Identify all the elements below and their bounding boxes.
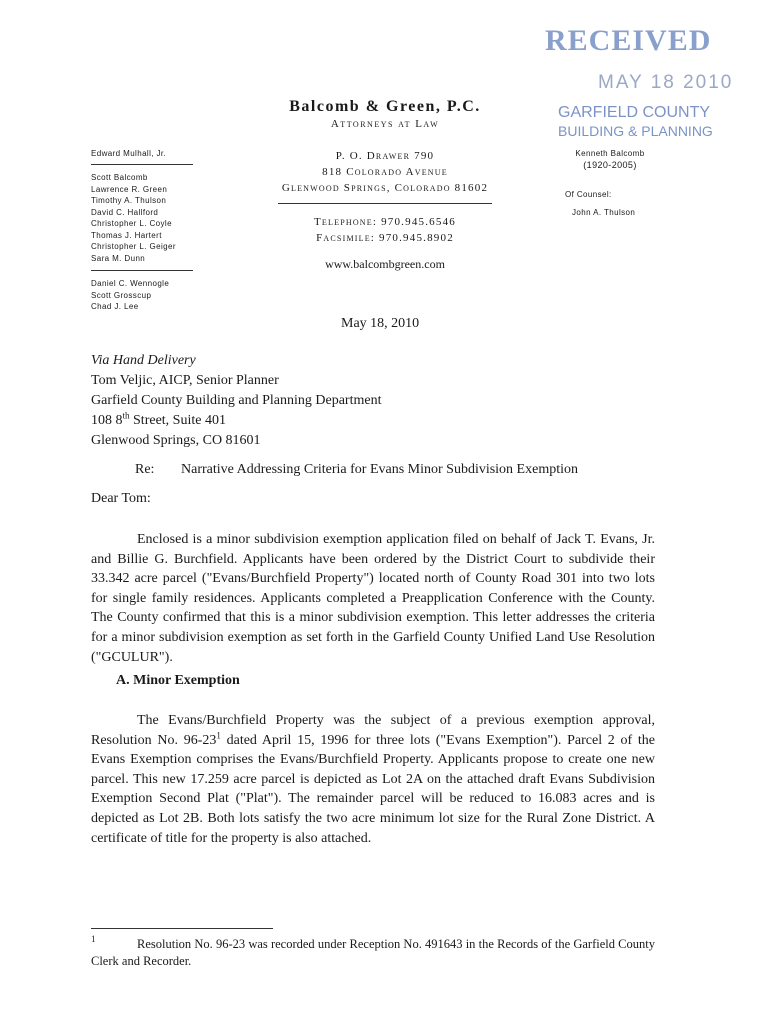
attorney-name: Thomas J. Hartert — [91, 230, 162, 240]
footnote-number: 1 — [91, 934, 96, 944]
re-subject: Narrative Addressing Criteria for Evans Minor Subdivision Exemption — [181, 462, 578, 477]
attorney-divider-1 — [91, 164, 193, 165]
address-line-2: 818 Colorado Avenue — [322, 166, 448, 178]
received-stamp-county: GARFIELD COUNTY — [558, 104, 711, 121]
attorney-divider-2 — [91, 270, 193, 271]
attorney-list-group-2 — [91, 172, 176, 264]
paragraph-2-part-b: dated April 15, 1996 for three lots ("Evans Exemption"). Parcel 2 of the Evans Exemption comprises the Evans/Burchfield Property. Applicants propose to create one new parcel. This new 17.259 acre parcel is depicted as Lot 2A on the attached draft Evans Subdivision Exemption Second Plat ("Plat"). The remainder parcel will be reduced to 16.083 acres and is depicted as Lot 2B. Both lots satisfy the two acre minimum lot size for the Rural Zone District. A certificate of title for the property is also attached. — [91, 732, 655, 846]
attorney-name: David C. Hallford — [91, 207, 159, 217]
website-link[interactable]: www.balcombgreen.com — [325, 257, 445, 271]
attorney-list-group-1 — [91, 148, 166, 160]
street-number: 108 8 — [91, 413, 123, 428]
firm-name: Balcomb & Green, P.C. — [289, 98, 481, 115]
attorney-name: Sara M. Dunn — [91, 253, 146, 263]
street-suffix: th — [122, 410, 130, 421]
founder-years: (1920-2005) — [583, 159, 637, 170]
footnote-ref: 1 — [216, 729, 221, 740]
footnote-text: Resolution No. 96-23 was recorded under Reception No. 491643 in the Records of the Garfield County Clerk and Recorder. — [91, 937, 655, 968]
received-stamp-department: BUILDING & PLANNING — [558, 123, 713, 139]
attorney-name: Daniel C. Wennogle — [91, 279, 170, 288]
facsimile: Facsimile: 970.945.8902 — [316, 232, 454, 244]
telephone: Telephone: 970.945.6546 — [314, 216, 456, 228]
of-counsel-label: Of Counsel: — [565, 190, 612, 199]
attorney-name: Scott Balcomb — [91, 173, 148, 182]
attorney-name: Chad J. Lee — [91, 302, 139, 311]
re-label: Re: — [135, 462, 155, 477]
received-stamp-title: RECEIVED — [545, 24, 712, 57]
attorney-name: Scott Grosscup — [91, 290, 152, 300]
recipient-block — [91, 351, 381, 451]
received-stamp-date: MAY 18 2010 — [598, 72, 734, 93]
attorney-name: Christopher L. Geiger — [91, 242, 176, 251]
attorney-name: Christopher L. Coyle — [91, 219, 172, 228]
attorney-name: Edward Mulhall, Jr. — [91, 149, 167, 158]
delivery-method: Via Hand Delivery — [91, 353, 196, 368]
recipient-street — [91, 411, 381, 431]
paragraph-2-part-a: The Evans/Burchfield Property was the subject of a previous exemption approval, Resolution No. 96-23 — [91, 713, 655, 748]
attorney-list-group-3 — [91, 278, 169, 313]
letterhead-divider — [278, 203, 492, 204]
founder-name: Kenneth Balcomb — [575, 149, 645, 158]
firm-subtitle: Attorneys at Law — [330, 118, 440, 130]
address-line-3: Glenwood Springs, Colorado 81602 — [281, 182, 489, 194]
section-heading-a: A. Minor Exemption — [116, 673, 240, 688]
body-paragraph-2 — [91, 711, 655, 848]
founder-block — [560, 148, 660, 171]
footnote-divider — [91, 928, 273, 929]
recipient-line: Garfield County Building and Planning Department — [91, 393, 382, 408]
recipient-city: Glenwood Springs, CO 81601 — [91, 433, 261, 448]
letter-date: May 18, 2010 — [341, 316, 420, 331]
attorney-name: Timothy A. Thulson — [91, 196, 167, 205]
salutation: Dear Tom: — [91, 491, 151, 506]
of-counsel-name: John A. Thulson — [572, 208, 636, 217]
address-line-1: P. O. Drawer 790 — [335, 150, 435, 162]
street-rest: Street, Suite 401 — [129, 413, 226, 428]
recipient-line: Tom Veljic, AICP, Senior Planner — [91, 373, 279, 388]
body-paragraph-1: Enclosed is a minor subdivision exemption application filed on behalf of Jack T. Evans, Jr. and Billie G. Burchfield. Applicants have been ordered by the District Court to subdivide their 33.342 acre parcel ("Evans/Burchfield Property") located north of County Road 301 into two lots for single family residences. Applicants completed a Preapplication Conference with the County. The County confirmed that this is a minor subdivision exemption. This letter addresses the criteria for a minor subdivision exemption as set forth in the Garfield County Unified Land Use Resolution ("GCULUR"). — [91, 532, 655, 665]
attorney-name: Lawrence R. Green — [91, 184, 168, 194]
